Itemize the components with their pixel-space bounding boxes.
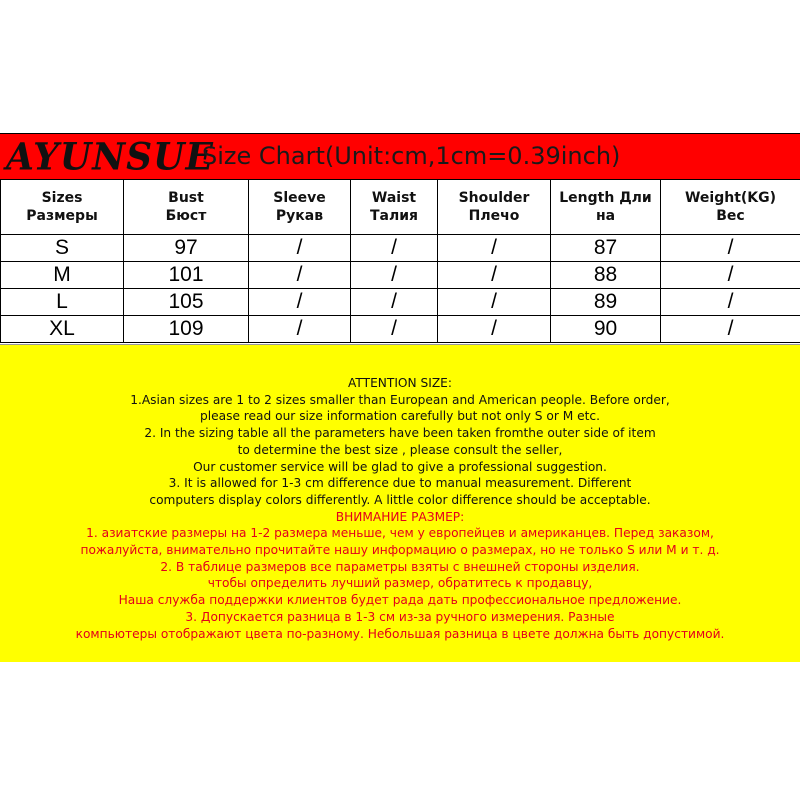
- notice-line: 1.Asian sizes are 1 to 2 sizes smaller than European and American people. Before order,: [130, 392, 670, 407]
- cell-shoulder: /: [438, 262, 551, 289]
- notice-line: чтобы определить лучший размер, обратитесь к продавцу,: [207, 576, 593, 591]
- header-shoulder: [438, 180, 551, 235]
- cell-bust: 101: [124, 262, 249, 289]
- cell-sleeve: /: [249, 316, 351, 343]
- header-en: Sleeve: [273, 190, 326, 206]
- cell-waist: /: [351, 235, 438, 262]
- cell-weight: /: [661, 289, 800, 316]
- header-sizes: [1, 180, 124, 235]
- cell-size: S: [1, 235, 124, 262]
- cell-length: 89: [551, 289, 661, 316]
- size-notice: [0, 344, 800, 662]
- header-en: Bust: [168, 190, 204, 206]
- cell-size: M: [1, 262, 124, 289]
- notice-line: пожалуйста, внимательно прочитайте нашу информацию о размерах, но не только S или M и т. д.: [80, 543, 720, 558]
- cell-waist: /: [351, 316, 438, 343]
- notice-english: [0, 375, 800, 509]
- header-bust: [124, 180, 249, 235]
- table-row: [1, 262, 800, 289]
- cell-sleeve: /: [249, 235, 351, 262]
- cell-size: XL: [1, 316, 124, 343]
- cell-weight: /: [661, 316, 800, 343]
- table-row: [1, 235, 800, 262]
- header-en: Shoulder: [458, 190, 530, 206]
- title-bar: [0, 133, 800, 179]
- header-ru: Размеры: [26, 208, 98, 224]
- notice-line: компьютеры отображают цвета по-разному. Небольшая разница в цвете должна быть допустимой.: [75, 626, 725, 641]
- notice-line: ATTENTION SIZE:: [348, 376, 452, 390]
- notice-line: please read our size information carefully but not only S or M etc.: [200, 409, 600, 424]
- notice-russian: [0, 509, 800, 643]
- cell-length: 87: [551, 235, 661, 262]
- table-row: [1, 316, 800, 343]
- header-ru: Рукав: [275, 208, 324, 224]
- cell-size: L: [1, 289, 124, 316]
- notice-line: computers display colors differently. A little color difference should be acceptable.: [149, 492, 651, 507]
- brand-logo: AYUNSUE: [6, 134, 214, 180]
- notice-line: 2. В таблице размеров все параметры взяты с внешней стороны изделия.: [160, 559, 640, 574]
- notice-line: ВНИМАНИЕ РАЗМЕР:: [335, 509, 465, 524]
- cell-shoulder: /: [438, 235, 551, 262]
- header-ru: Талия: [369, 208, 419, 224]
- cell-shoulder: /: [438, 289, 551, 316]
- notice-line: to determine the best size , please consult the seller,: [237, 442, 563, 457]
- table-header-row: [1, 180, 800, 235]
- cell-length: 90: [551, 316, 661, 343]
- cell-waist: /: [351, 262, 438, 289]
- size-chart-sheet: [0, 133, 800, 343]
- header-en: Weight(KG): [684, 190, 777, 206]
- header-en: Waist: [371, 190, 417, 206]
- header-ru: на: [595, 208, 616, 224]
- cell-sleeve: /: [249, 289, 351, 316]
- cell-weight: /: [661, 262, 800, 289]
- cell-bust: 109: [124, 316, 249, 343]
- cell-waist: /: [351, 289, 438, 316]
- notice-line: 1. азиатские размеры на 1-2 размера меньше, чем у европейцев и американцев. Перед заказом,: [86, 526, 714, 541]
- header-en: Length Дли: [559, 190, 652, 206]
- notice-line: Наша служба поддержки клиентов будет рада дать профессиональное предложение.: [118, 593, 682, 608]
- notice-line: Our customer service will be glad to give a professional suggestion.: [193, 459, 607, 474]
- cell-weight: /: [661, 235, 800, 262]
- cell-bust: 97: [124, 235, 249, 262]
- notice-line: 3. Допускается разница в 1-3 см из-за ручного измерения. Разные: [185, 609, 615, 624]
- header-length: [551, 180, 661, 235]
- header-sleeve: [249, 180, 351, 235]
- cell-bust: 105: [124, 289, 249, 316]
- header-waist: [351, 180, 438, 235]
- notice-line: 3. It is allowed for 1-3 cm difference due to manual measurement. Different: [168, 476, 632, 491]
- size-table: [0, 179, 800, 343]
- header-ru: Плечо: [468, 208, 520, 224]
- chart-title: Size Chart(Unit:cm,1cm=0.39inch): [202, 142, 621, 170]
- table-row: [1, 289, 800, 316]
- cell-length: 88: [551, 262, 661, 289]
- header-en: Sizes: [41, 190, 83, 206]
- cell-sleeve: /: [249, 262, 351, 289]
- header-ru: Вес: [716, 208, 745, 224]
- cell-shoulder: /: [438, 316, 551, 343]
- header-ru: Бюст: [165, 208, 207, 224]
- header-weight: [661, 180, 800, 235]
- notice-line: 2. In the sizing table all the parameters have been taken fromthe outer side of item: [144, 426, 656, 441]
